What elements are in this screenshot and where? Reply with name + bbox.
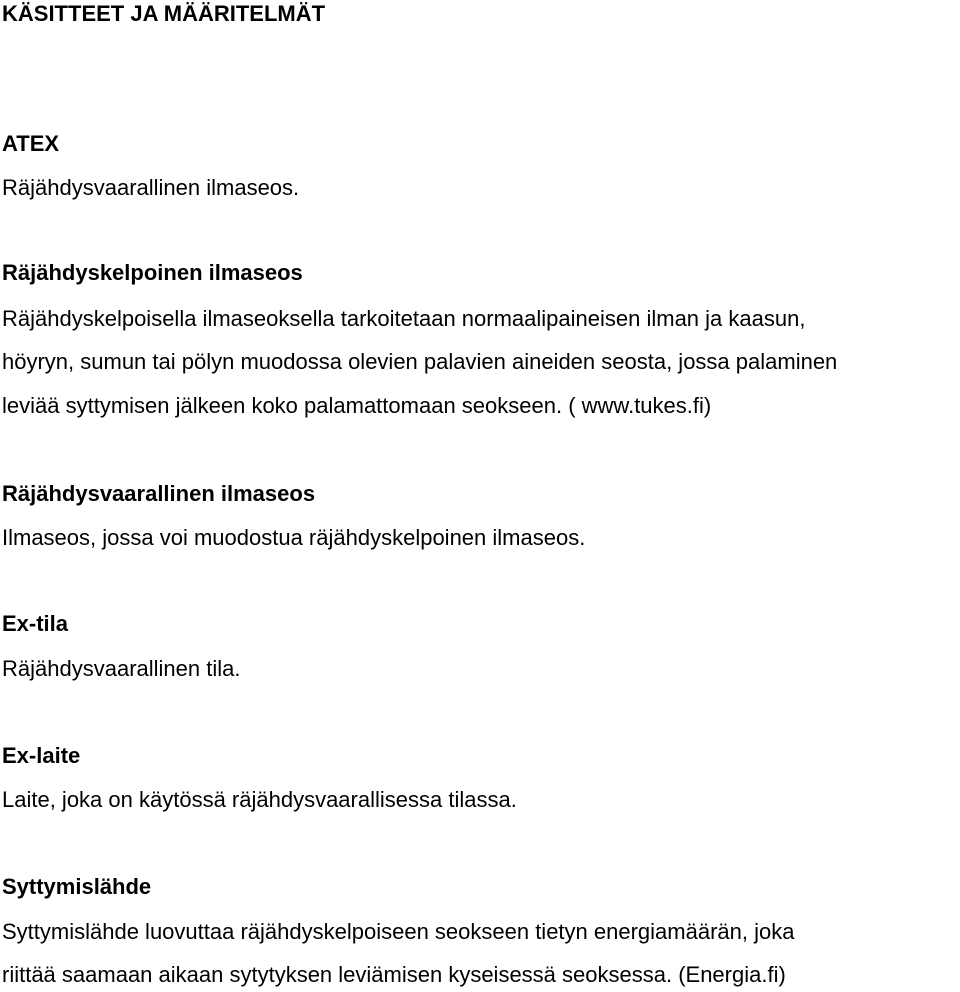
document-title: KÄSITTEET JA MÄÄRITELMÄT [2, 1, 326, 26]
term-heading-ex-laite: Ex-laite [2, 743, 81, 768]
term-heading-rajahdysvaarallinen-ilmaseos: Räjähdysvaarallinen ilmaseos [2, 481, 316, 506]
term-heading-ex-tila: Ex-tila [2, 611, 69, 636]
term-heading-rajahdyskelpoinen-ilmaseos: Räjähdyskelpoinen ilmaseos [2, 260, 303, 285]
term-heading-syttymislahde: Syttymislähde [2, 874, 152, 899]
definition-line: Räjähdysvaarallinen tila. [2, 656, 241, 681]
definition-line: riittää saamaan aikaan sytytyksen leviämisen kyseisessä seoksessa. (Energia.fi) [2, 962, 786, 987]
definition-line: leviää syttymisen jälkeen koko palamattomaan seokseen. ( www.tukes.fi) [2, 393, 712, 418]
definition-line: Ilmaseos, jossa voi muodostua räjähdyskelpoinen ilmaseos. [2, 525, 586, 550]
definition-line: Räjähdyskelpoisella ilmaseoksella tarkoitetaan normaalipaineisen ilman ja kaasun, [2, 306, 806, 331]
definition-line: Syttymislähde luovuttaa räjähdyskelpoiseen seokseen tietyn energiamäärän, joka [2, 919, 795, 944]
term-heading-atex: ATEX [2, 131, 60, 156]
definition-line: Laite, joka on käytössä räjähdysvaarallisessa tilassa. [2, 787, 517, 812]
definition-line: höyryn, sumun tai pölyn muodossa olevien palavien aineiden seosta, jossa palaminen [2, 349, 838, 374]
definition-line: Räjähdysvaarallinen ilmaseos. [2, 175, 300, 200]
